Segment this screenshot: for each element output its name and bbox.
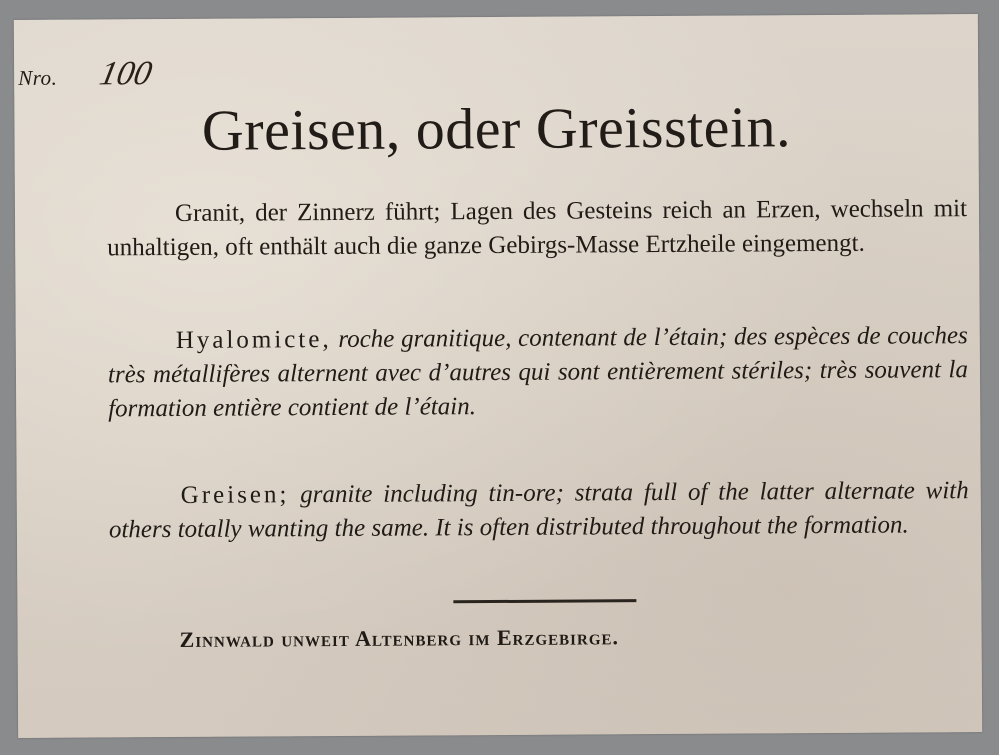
label-number-handwritten: 100 xyxy=(96,55,156,93)
french-description-text: roche granitique, contenant de l’étain; des espèces de couches très métallifères alternent avec d’autres qui sont entièrement stériles; très souvent la formation entière contient de l’étain. xyxy=(107,322,969,423)
english-description-text: granite including tin-ore; strata full of the latter alternate with others totally wanting the same. It is often distributed throughout the formation. xyxy=(108,477,969,544)
specimen-label-card xyxy=(14,14,982,738)
locality-line: Zinnwald unweit Altenberg im Erzgebirge. xyxy=(179,624,620,652)
english-description xyxy=(109,474,969,547)
label-number-prefix: Nro. xyxy=(18,65,58,90)
german-description: Granit, der Zinnerz führt; Lagen des Gesteins reich an Erzen, wechseln mit unhaltigen, oft enthält auch die ganze Gebirgs-Masse Ertzheile eingemengt. xyxy=(107,195,968,262)
french-description xyxy=(108,319,969,426)
english-lead-term: Greisen; xyxy=(180,481,290,509)
french-lead-term: Hyalomicte, xyxy=(175,326,332,354)
divider-rule xyxy=(453,599,636,603)
mineral-title: Greisen, oder Greisstein. xyxy=(201,94,792,163)
